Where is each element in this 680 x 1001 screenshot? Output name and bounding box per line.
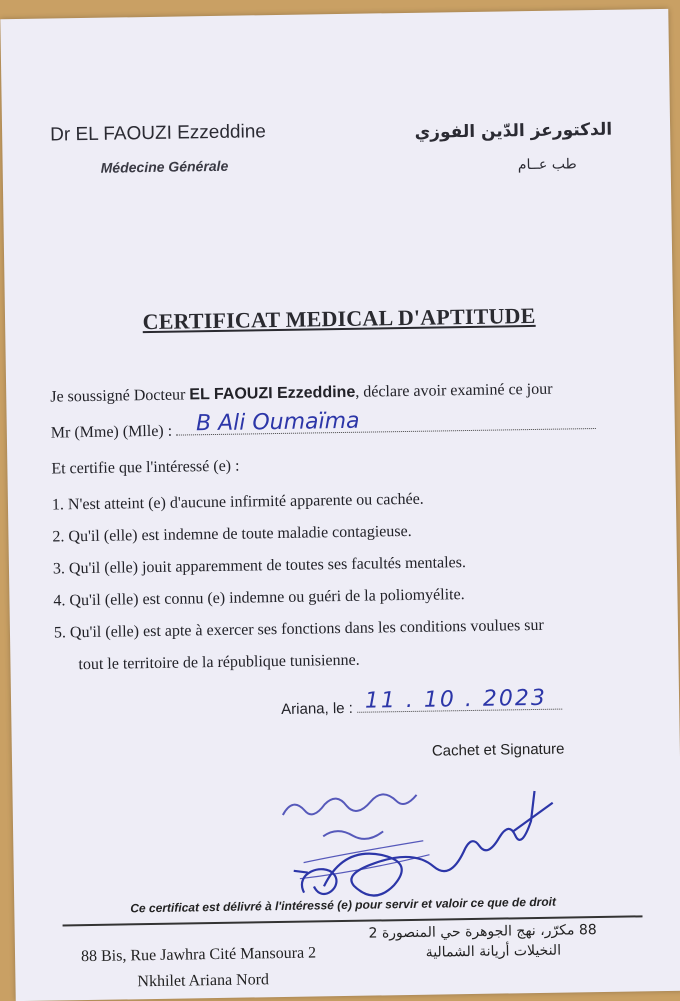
patient-label: Mr (Mme) (Mlle) : bbox=[50, 422, 177, 442]
list-item: 5. Qu'il (elle) est apte à exercer ses fonctions dans les conditions voulues sur bbox=[53, 616, 544, 642]
address-line-2: Nkhilet Ariana Nord bbox=[137, 971, 270, 991]
address-arabic-line-2: النخيلات أريانة الشمالية bbox=[425, 942, 562, 961]
list-item: tout le territoire de la république tunisienne. bbox=[78, 651, 360, 674]
doctor-name: Dr EL FAOUZI Ezzeddine bbox=[49, 121, 267, 146]
date-field bbox=[357, 685, 562, 714]
footer-disclaimer: Ce certificat est délivré à l'intéressé (e) pour servir et valoir ce que de droit bbox=[130, 894, 557, 916]
certificate-paper bbox=[0, 9, 680, 1001]
intro-text-a: Je soussigné Docteur bbox=[50, 386, 190, 406]
list-item: 3. Qu'il (elle) jouit apparemment de toutes ses facultés mentales. bbox=[52, 554, 467, 578]
doctor-specialty: Médecine Générale bbox=[100, 157, 229, 176]
list-item: 2. Qu'il (elle) est indemne de toute maladie contagieuse. bbox=[52, 522, 412, 546]
intro-text-b: , déclare avoir examiné ce jour bbox=[355, 380, 553, 401]
certificate-title: CERTIFICAT MEDICAL D'APTITUDE bbox=[142, 302, 536, 335]
date-line bbox=[281, 685, 562, 718]
place-label: Ariana, le : bbox=[281, 699, 358, 718]
doctor-specialty-arabic: طب عــام bbox=[517, 156, 577, 174]
patient-line bbox=[50, 408, 597, 443]
stamp-signature-label: Cachet et Signature bbox=[431, 740, 565, 760]
patient-name-field bbox=[176, 408, 596, 437]
address-line-1: 88 Bis, Rue Jawhra Cité Mansoura 2 bbox=[80, 944, 317, 966]
list-item: 4. Qu'il (elle) est connu (e) indemne ou guéri de la poliomyélite. bbox=[53, 586, 465, 610]
date-handwritten: 11 . 10 . 2023 bbox=[364, 685, 548, 714]
doctor-name-arabic: الدكتورعز الدّين الفوزي bbox=[414, 119, 613, 143]
doctor-stamp-and-signature bbox=[262, 770, 594, 905]
address-arabic-line-1: 88 مكرّر، نهج الجوهرة حي المنصورة 2 bbox=[368, 922, 597, 942]
list-item: 1. N'est atteint (e) d'aucune infirmité apparente ou cachée. bbox=[51, 490, 424, 514]
patient-name-handwritten: B Ali Oumaïma bbox=[195, 408, 360, 437]
intro-line bbox=[50, 381, 553, 407]
intro-doctor-name: EL FAOUZI Ezzeddine bbox=[189, 383, 356, 404]
certify-line: Et certifie que l'intéressé (e) : bbox=[51, 457, 240, 478]
